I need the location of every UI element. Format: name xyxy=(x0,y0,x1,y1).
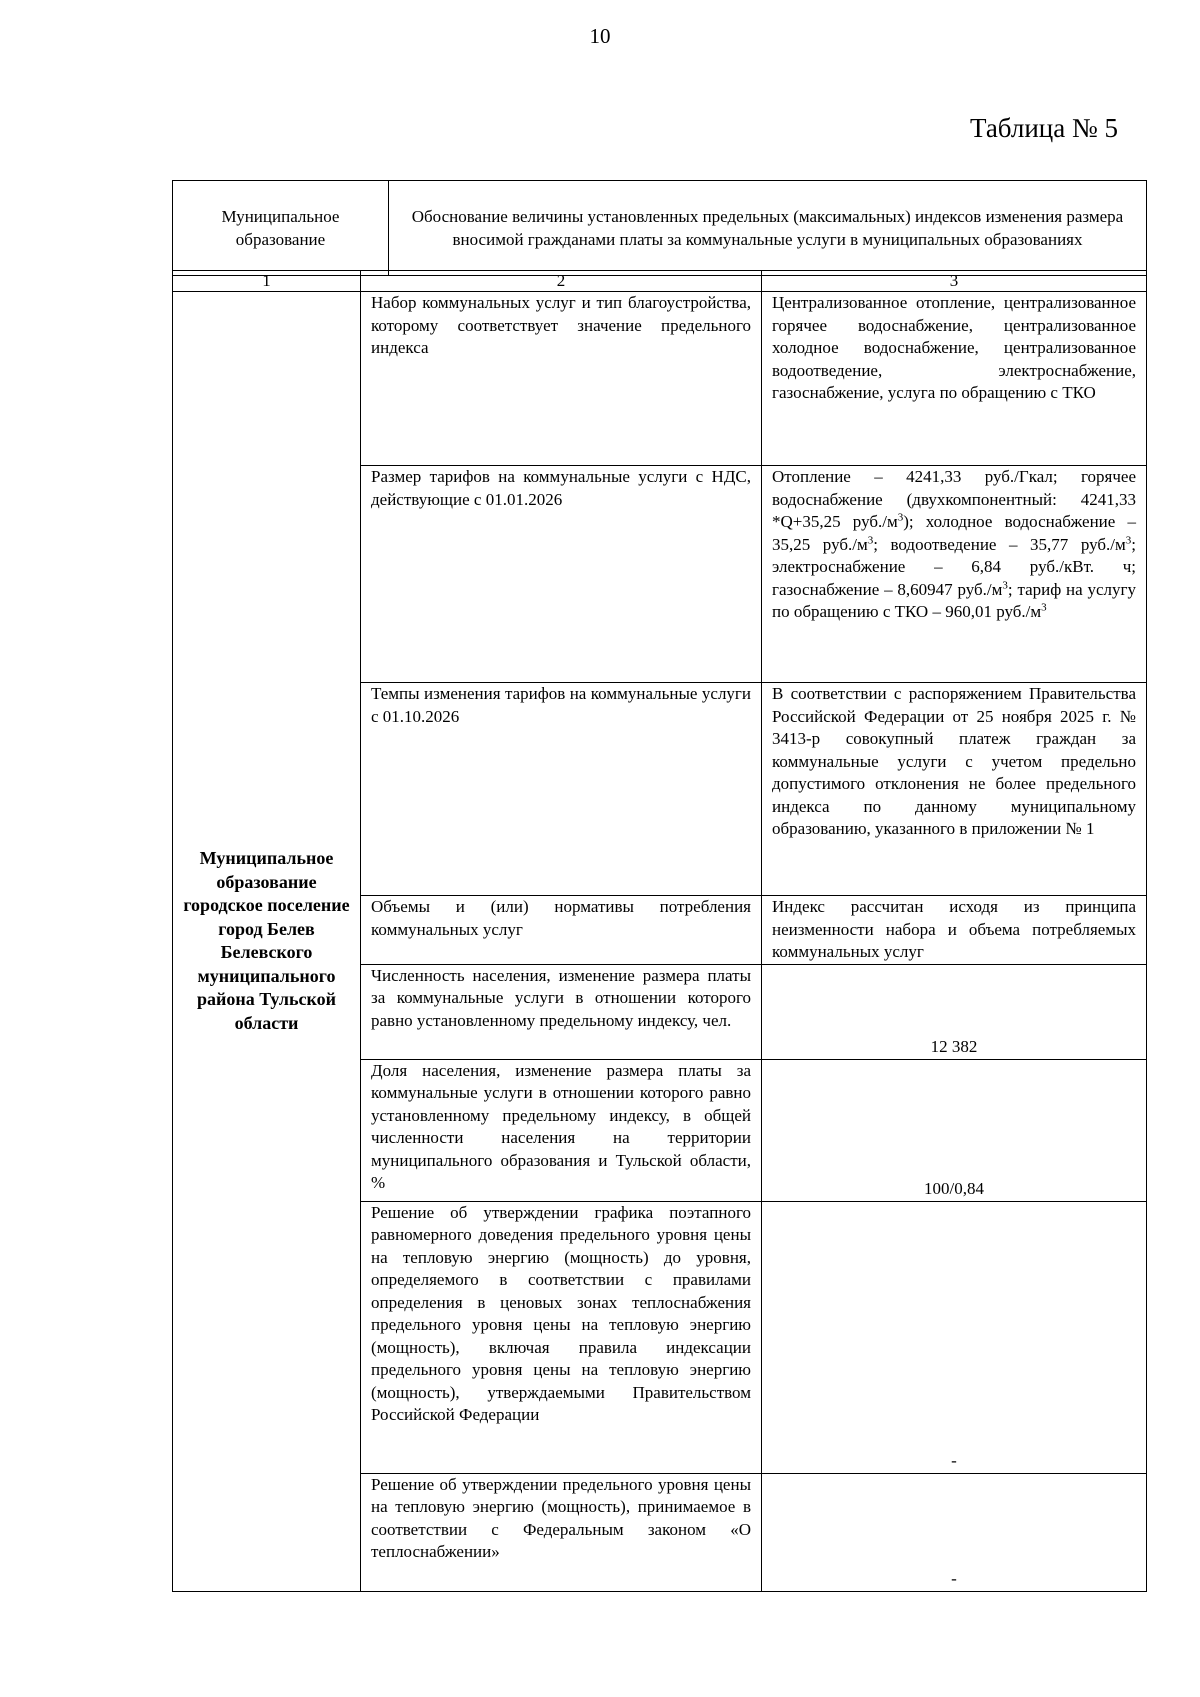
table-row xyxy=(173,292,1147,466)
tariff-text: ; водоотведение – 35,77 руб./м xyxy=(873,534,1126,554)
column-number: 1 xyxy=(173,271,361,292)
table-caption: Таблица № 5 xyxy=(970,113,1118,143)
justification-table xyxy=(172,270,1147,1592)
row-label: Решение об утверждении графика поэтапного равномерного доведения предельного уровня цены на тепловую энергию (мощность) до уровня, определяемого в соответствии с правилами определения в ценовых зонах теплоснабжения предельного уровня цены на тепловую энергию (мощность), включая правила индексации предельного уровня цены на тепловую энергию (мощность), утверждаемыми Правительством Российской Федерации xyxy=(361,1201,762,1473)
row-value xyxy=(762,466,1147,683)
header-municipality: Муниципальное образование xyxy=(173,181,389,276)
superscript: 3 xyxy=(1002,578,1008,591)
superscript: 3 xyxy=(867,533,874,546)
column-number-row xyxy=(173,271,1147,292)
row-label: Решение об утверждении предельного уровня цены на тепловую энергию (мощность), принимаемое в соответствии с Федеральным законом «О теплоснабжении» xyxy=(361,1473,762,1591)
tariff-text: ); холодное водоснабжение – 35,25 руб./м xyxy=(772,512,1136,554)
row-label: Доля населения, изменение размера платы за коммунальные услуги в отношении которого равно установленному предельному индексу, в общей численности населения на территории муниципального образования и Тульской области, % xyxy=(361,1059,762,1201)
row-label: Набор коммунальных услуг и тип благоустройства, которому соответствует значение предельного индекса xyxy=(361,292,762,466)
tariff-text: Отопление – 4241,33 руб./Гкал; горячее водоснабжение (двухкомпонентный: 4241,33 *Q+35,25 руб./м xyxy=(772,467,1136,531)
row-value: - xyxy=(762,1473,1147,1591)
row-value: Централизованное отопление, централизованное горячее водоснабжение, централизованное холодное водоснабжение, централизованное водоотведение, электроснабжение, газоснабжение, услуга по обращению с ТКО xyxy=(762,292,1147,466)
row-value: В соответствии с распоряжением Правительства Российской Федерации от 25 ноября 2025 г. № 3413-р совокупный платеж граждан за коммунальные услуги с учетом предельно допустимого отклонения не более предельного индекса по данному муниципальному образованию, указанного в приложении № 1 xyxy=(762,683,1147,896)
row-label: Численность населения, изменение размера платы за коммунальные услуги в отношении которого равно установленному предельному индексу, чел. xyxy=(361,964,762,1059)
page-number: 10 xyxy=(589,24,611,48)
tariff-text: ; электроснабжение – 6,84 руб./кВт. ч; газоснабжение – 8,60947 руб./м xyxy=(772,534,1136,599)
row-value: 100/0,84 xyxy=(762,1059,1147,1201)
row-value: Индекс рассчитан исходя из принципа неизменности набора и объема потребляемых коммунальных услуг xyxy=(762,896,1147,965)
row-value: - xyxy=(762,1201,1147,1473)
tariff-text: ; тариф на услугу по обращению с ТКО – 960,01 руб./м xyxy=(772,579,1136,621)
superscript: 3 xyxy=(1041,601,1047,614)
column-number: 2 xyxy=(361,271,762,292)
row-label: Темпы изменения тарифов на коммунальные услуги с 01.10.2026 xyxy=(361,683,762,896)
table-header xyxy=(172,180,1147,276)
row-value: 12 382 xyxy=(762,964,1147,1059)
column-number: 3 xyxy=(762,271,1147,292)
header-justification: Обоснование величины установленных предельных (максимальных) индексов изменения размера вносимой гражданами платы за коммунальные услуги в муниципальных образованиях xyxy=(389,181,1147,276)
municipality-name: Муниципальное образование городское поселение город Белев Белевского муниципального района Тульской области xyxy=(173,292,361,1592)
row-label: Размер тарифов на коммунальные услуги с НДС, действующие с 01.01.2026 xyxy=(361,466,762,683)
row-label: Объемы и (или) нормативы потребления коммунальных услуг xyxy=(361,896,762,965)
superscript: 3 xyxy=(1125,533,1132,546)
superscript: 3 xyxy=(897,511,904,524)
